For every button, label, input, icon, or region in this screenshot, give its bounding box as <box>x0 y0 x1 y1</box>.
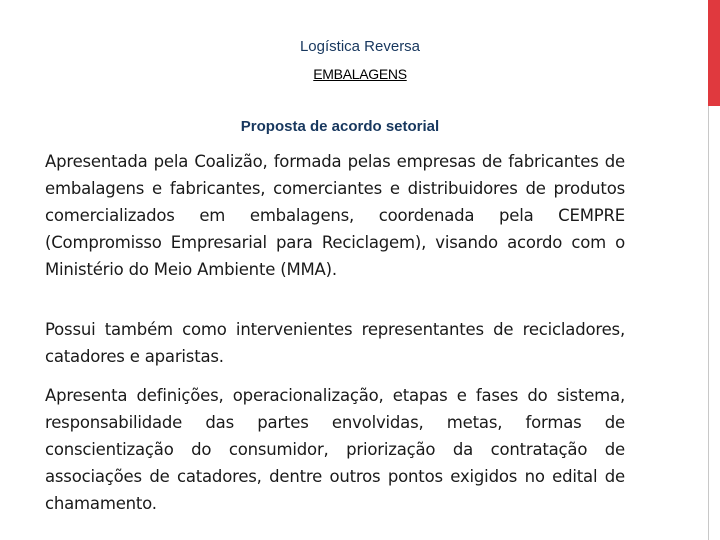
paragraph-coalizao: Apresentada pela Coalizão, formada pelas empresas de fabricantes de embalagens e fabricantes, comerciantes e distribuidores de produtos comercializados em embalagens, coordenada pela CEMPRE (Compromisso Empresarial para Reciclagem), visando acordo com o Ministério do Meio Ambiente (MMA). <box>45 152 625 279</box>
slide-title: Logística Reversa <box>299 38 421 55</box>
paragraph-intervenientes: Possui também como intervenientes representantes de recicladores, catadores e aparistas. <box>45 320 625 366</box>
section-heading: Proposta de acordo setorial <box>240 118 440 135</box>
vertical-divider <box>708 106 709 540</box>
slide-subtitle: EMBALAGENS <box>313 66 407 82</box>
paragraph-definicoes: Apresenta definições, operacionalização, etapas e fases do sistema, responsabilidade das partes envolvidas, metas, formas de conscientização do consumidor, priorização da contratação de associações de catadores, dentre outros pontos exigidos no edital de chamamento. <box>45 386 625 513</box>
